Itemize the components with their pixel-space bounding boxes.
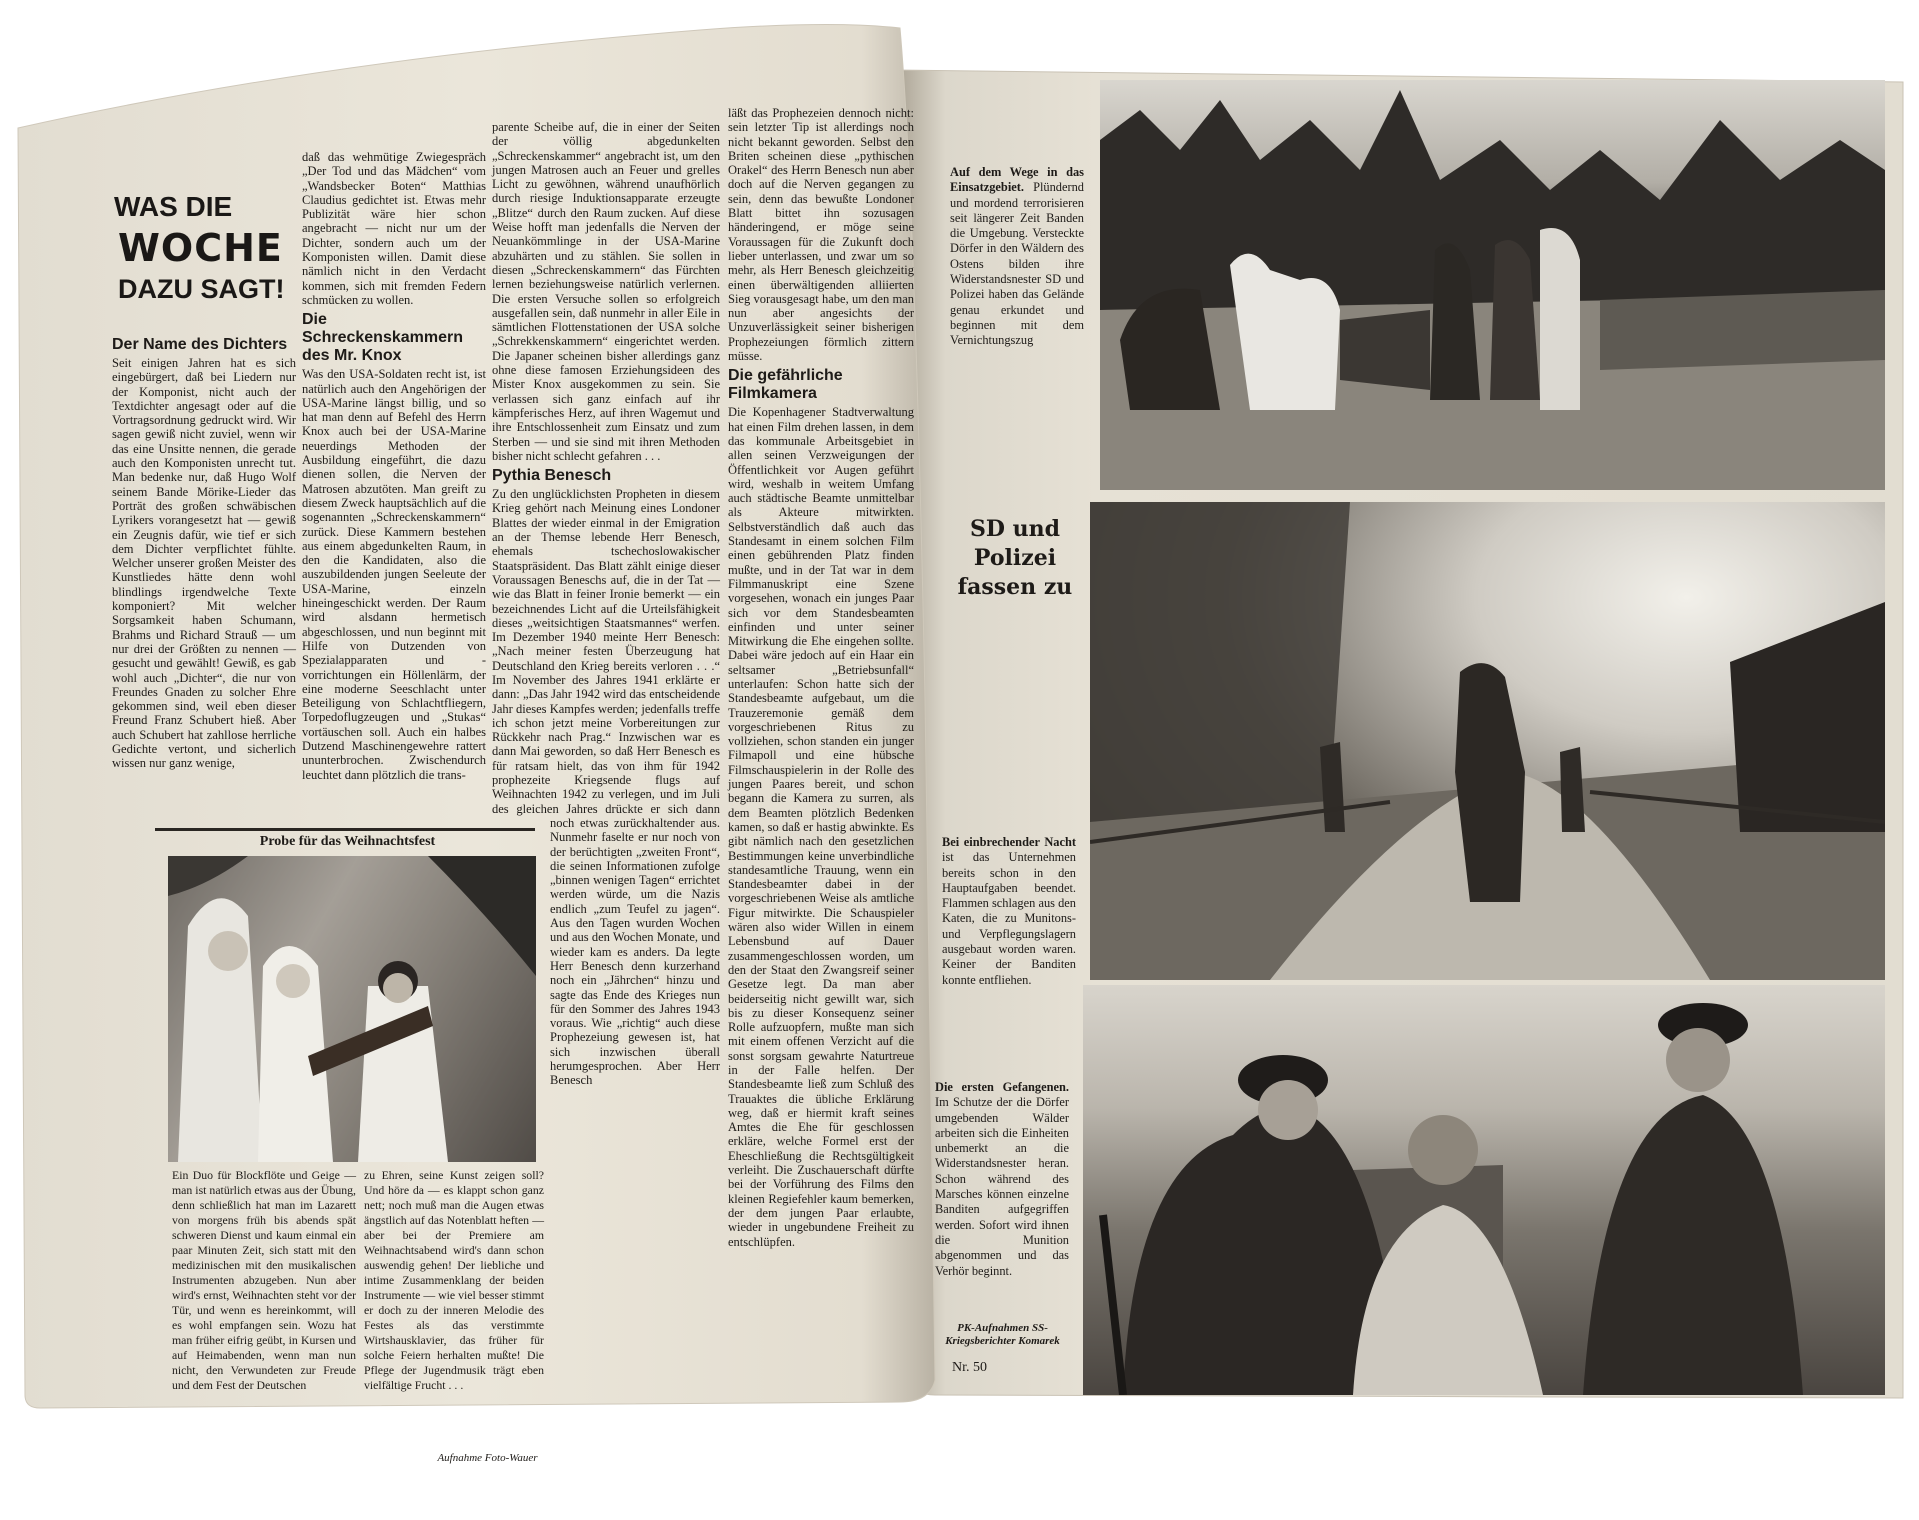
issue-number: Nr. 50 (952, 1360, 987, 1375)
first-prisoners-photo (1083, 985, 1885, 1395)
caption-3 (935, 1080, 1069, 1279)
article-title: Der Name des Dichters (112, 336, 288, 353)
feature-title-line-1: SD und (970, 516, 1060, 542)
caption-lead: Die ersten Gefangenen. (935, 1080, 1069, 1094)
caption-text: Im Schutze der die Dörfer umgebenden Wälder arbeiten sich die Einheiten unbemerkt an die Widerstandsnester heran. Schon während des Marsches können einzelne Banditen aufgegriffen werden. Sofort wird ihnen die Munition abgenommen und das Verhör beginnt. (935, 1095, 1069, 1278)
caption-lead: Bei einbrechender Nacht (942, 835, 1076, 849)
article-continuation: läßt das Prophezeien dennoch nicht: sein letzter Tip ist allerdings noch nicht bekannt geworden. Selbst den Briten scheinen diese „pythischen Orakel“ des Herrn Benesch nun aber doch auf die Nerven gegangen zu sein, denn das bewußte Londoner Blatt bittet ihn sozusagen händeringend, er möge seine Voraussagen für die Zukunft doch lieber unterlassen, und zwar um so mehr, als Herr Benesch gleichzeitig einen überwältigenden alliierten Sieg vorausgesagt habe, um den man nun aber angesichts der Unzuverlässigkeit seiner bisherigen Prophezeiungen förmlich zittern müsse. (728, 106, 914, 364)
article-body: Seit einigen Jahren hat es sich eingebürgert, daß bei Liedern nur der Komponist, nicht auch der Textdichter angesagt oder auf die Vortragsordnung gedruckt wird. Wir sagen gewiß nicht zuviel, wenn wir das eine Unsitte nennen, die gerade auch den Komponisten unrecht tut. Man bedenke nur, daß Hugo Wolf seinem Bande Mörike-Lieder das Porträt des großen schwäbischen Lyrikers vorangesetzt hat — gewiß ein Zeugnis dafür, wie tief er sich dem Dichter verpflichtet fühlte. Welcher unserer großen Meister des Kunstliedes hätte denn wohl blindlings irgendwelche Texte komponiert? Mit welcher Sorgsamkeit haben Schumann, Brahms und Richard Strauß — um nur drei der Größten zu nennen — gesucht und gewählt! Gewiß, es gab wohl auch „Dichter“, die nur von Freundes Gnaden zu solcher Ehre gekommen sind, weil eben dieser Freund Franz Schubert hieß. Aber auch Schubert hat zahllose herrliche Gedichte vertont, und sicherlich wissen nur ganz wenige, (112, 356, 296, 771)
photo-caption-part-1: Ein Duo für Blockflöte und Geige — man ist natürlich etwas aus der Übung, denn schließlich hat man im Lazarett von morgens früh bis abends spät schweren Dienst und kaum einmal ein paar Minuten Zeit, sich statt mit den medizinischen mit den musikalischen Instrumenten abzugeben. Nun aber wird's ernst, Weihnachten steht vor der Tür, und wenn es hereinkommt, will es wohl empfangen sein. Wozu hat man früher eifrig geübt, in Kursen und auf Heimabenden, wenn man nun nicht, den Verwundeten zur Freude und dem Fest der Deutschen (172, 1168, 356, 1392)
article-title: Die Schreckenskammern des Mr. Knox (302, 311, 463, 365)
burning-village-illustration (1090, 502, 1885, 980)
photo-feature-title: Probe für das Weihnachtsfest (259, 834, 436, 849)
photo-credit-right: PK-Aufnahmen SS-Kriegsberichter Komarek (945, 1322, 1060, 1347)
headline-line-2: WOCHE (118, 226, 283, 270)
article-continuation: parente Scheibe auf, die in einer der Seiten der völlig abgedunkelten „Schreckenskammer“ angebracht ist, um den jungen Matrosen auch an Feuer und grelles Licht zu gewöhnen, während unaufhörlich durch riesige Induktionsapparate erzeugte „Blitze“ durch den Raum zucken. Auf diese Weise hofft man jedenfalls die Nerven der Neuankömmlinge in der USA-Marine abzuhärten und zu stählen. Sie sollen in diesen „Schreckenskammern“ das Fürchten lernen beziehungsweise natürlich verlernen. Die ersten Versuche sollen so erfolgreich ausgefallen sein, daß nunmehr in aller Eile in sämtlichen Flottenstationen der USA solche „Schrekkenskammern“ eingerichtet werden. Die Japaner scheinen bisher allerdings ganz ohne diese famosen Erziehungsideen des Mister Knox ausgekommen zu sein. Sie verlassen sich ganz einfach auf ihr kämpferisches Herz, auf ihren Wagemut und ihre Entschlossenheit zum Einsatz und zum Sterben — und sie sind mit ihren Methoden bisher nicht schlecht gefahren . . . (492, 120, 720, 463)
section-headline (114, 190, 284, 306)
caption-lead: Auf dem Wege in das Einsatzgebiet. (950, 165, 1084, 195)
column-on-the-march-photo (1100, 80, 1885, 490)
photo-credit: Aufnahme Foto-Wauer (437, 1452, 538, 1464)
caption-text: Plündernd und mordend terrorisieren seit längerer Zeit Banden die Umgebung. Versteckte Dörfer in den Wäldern des Ostens bilden ihre Widerstandsnester SD und Polizei haben das Gelände genau erkundet und beginnen mit dem Vernichtungszug (950, 180, 1084, 348)
caption-text: ist das Unternehmen bereits schon in den Hauptaufgaben beendet. Flammen schlagen aus den Katen, die zu Munitons- und Verpflegungslagern ausgebaut worden waren. Keiner der Banditen konnte entfliehen. (942, 850, 1076, 987)
article-column-1 (112, 332, 296, 771)
headline-line-1: WAS DIE (114, 191, 233, 222)
nurses-music-photo (168, 856, 536, 1162)
nurses-illustration (168, 856, 536, 1162)
divider-rule (155, 828, 535, 831)
article-title: Die gefährliche Filmkamera (728, 367, 843, 403)
article-column-4 (728, 106, 914, 1249)
article-continuation: daß das wehmütige Zwiegespräch „Der Tod und das Mädchen“ vom „Wandsbecker Boten“ Matthias Claudius gedichtet ist. Etwas mehr Publizität wäre hier schon angebracht — nicht nur um der Dichter, sondern auch um der Komponisten willen. Damit diese nämlich nicht in den Verdacht kommen, sich mit fremden Federn schmücken zu wollen. (302, 150, 486, 307)
caption-2 (942, 835, 1076, 988)
prisoners-illustration (1083, 985, 1885, 1395)
caption-1 (950, 165, 1084, 349)
headline-line-3: DAZU SAGT! (118, 274, 285, 304)
article-body: Was den USA-Soldaten recht ist, ist natürlich auch den Angehörigen der USA-Marine längst billig, und so hat man denn auf Befehl des Herrn Knox auch bei der USA-Marine neuerdings Methoden der Ausbildung eingeführt, die dazu dienen sollen, die Nerven der Matrosen abzutöten. Man greift zu diesem Zweck hauptsächlich auf die sogenannten „Schreckenskammern“ zurück. Diese Kammern bestehen aus einem abgedunkelten Raum, in den die Kandidaten, also die auszubildenden jungen Seeleute der USA-Marine, einzeln hineingeschickt werden. Der Raum wird alsdann hermetisch abgeschlossen, und nun beginnt mit Hilfe von Dutzenden von Spezialapparaten und -vorrichtungen ein Höllenlärm, der eine moderne Seeschlacht unter Beteiligung von Schlachtfliegern, Torpedoflugzeugen und „Stukas“ vortäuschen soll. Auch ein halbes Dutzend Maschinengewehre rattert ununterbrochen. Zwischendurch leuchtet dann plötzlich die trans- (302, 367, 486, 782)
article-body: Die Kopenhagener Stadtverwaltung hat einen Film drehen lassen, in dem das kommunale Arbeitsgebiet in allen seinen Verzweigungen der Öffentlichkeit vor Augen geführt wird, weshalb in weitem Umfang auch städtische Beamte unmittelbar als Akteure mitwirkten. Selbstverständlich daß auch das Standesamt in einem solchen Film einen gebührenden Platz finden mußte, und in der Tat war in dem Filmmanuskript eine Szene vorgesehen, wonach ein junges Paar sich vor dem Standesbeamten einfinden und unter seiner Mitwirkung die Ehe eingehen sollte. Dabei wäre jedoch auf ein Haar ein seltsamer „Betriebsunfall“ unterlaufen: Schon hatte sich der Standesbeamte aufgebaut, um die Trauzeremonie gemäß dem vorgeschriebenen Ritus zu vollziehen, schon standen ein junger Filmapoll und eine hübsche Filmschauspielerin in der Rolle des jungen Paares bereit, und schon begann die Kamera zu surren, als dem Beamten plötzlich Bedenken kamen, so daß er hastig abwinkte. Es gibt nämlich nach den gesetzlichen Bestimmungen keine unverbindliche standesamtliche Trauung, wenn ein Standesbeamter dabei in der vorgeschriebenen Weise als amtliche Figur mitwirkte. Die Schauspieler wären also wider Willen in einem Lebensbund auf Dauer zusammengeschlossen worden, um den der Staat den Zwangsreif seiner Gesetze legt. Da man aber beiderseitig nicht gewillt war, sich bis zu dieser Konsequenz seiner Rolle aufzuopfern, mußte man sich mit einem offenen Verzicht auf die sonst sorgsam gewahrte Naturtreue in der Falle helfen. Der Standesbeamte ließ zum Schluß des Trauaktes die übliche Erklärung weg, daß er hiermit kraft seines Amtes die Ehe für geschlossen erkläre, welche Formel erst der Eheschließung die Rechtsgültigkeit verleiht. Die Zuschauerschaft dürfte bei der Vorführung des Films den kleinen Regiefehler kaum bemerken, der dem jungen Paar erlaubte, wieder in ungebundene Freiheit zu entschlüpfen. (728, 405, 914, 1249)
march-illustration (1100, 80, 1885, 490)
feature-title-line-2: Polizei (973, 545, 1057, 571)
feature-title (940, 515, 1090, 602)
article-body: Zu den unglücklichsten Propheten in diesem Krieg gehört nach Meinung eines Londoner Blattes der wieder einmal in der Emigration an der Themse lebende Herr Benesch, ehemals tschechoslowakischer Staatspräsident. Das Blatt zählt einige dieser Voraussagen Beneschs auf, die in der Tat — wie das Blatt in feiner Ironie bemerkt — ein bezeichnendes Licht auf die Urteilsfähigkeit dieses „weitsichtigen Staatsmannes“ werfen. Im Dezember 1940 meinte Herr Benesch: „Nach meiner festen Überzeugung hat Deutschland den Krieg bereits verloren . . .“ Im November des Jahres 1941 erklärte er dann: „Das Jahr 1942 wird das entscheidende Jahr dieses Kampfes werden; jedenfalls treffe ich schon jetzt meine Vorbereitungen zur Rückkehr nach Prag.“ Inzwischen war es dann Mai geworden, so daß Herr Benesch es für ratsam hielt, das von ihm für 1942 prophezeite Kriegsende flugs auf Weihnachten 1942 zu verlegen, und im Juli des gleichen Jahres drückte er sich dann noch etwas zurückhaltender aus. Nunmehr faselte er nur noch von der berüchtigten „zweiten Front“, die seinen Informationen zufolge „binnen wenigen Tagen“ errichtet werden würde, um die Nazis endlich „zum Teufel zu jagen“. Aus den Tagen wurden Wochen und aus den Wochen Monate, und wieder kam es anders. Da legte Herr Benesch denn kurzerhand noch ein „Jährchen“ hinzu und sagte das Ende des Krieges nun für den Sommer des Jahres 1943 voraus. Wie „richtig“ auch diese Prophezeiung gewesen ist, hat sich inzwischen überall herumgesprochen. Aber Herr Benesch (492, 487, 720, 1088)
article-column-2 (302, 150, 486, 782)
feature-title-line-3: fassen zu (957, 574, 1073, 600)
article-title: Pythia Benesch (492, 467, 612, 485)
photo-caption-part-2: zu Ehren, seine Kunst zeigen soll? Und höre da — es klappt schon ganz nett; noch muß man die Augen etwas ängstlich auf das Notenblatt heften — aber bei der Premiere am Weihnachtsabend wird's dann schon auswendig gehen! Der liebliche und intime Zusammenklang der beiden Instrumente — wie viel besser stimmt er doch zu der inneren Melodie des Festes als das verstimmte Wirtshausklavier, das früher für solche Feiern herhalten mußte! Die Pflege der Jugendmusik trägt eben vielfältige Frucht . . . (364, 1168, 544, 1392)
burning-village-photo (1090, 502, 1885, 980)
